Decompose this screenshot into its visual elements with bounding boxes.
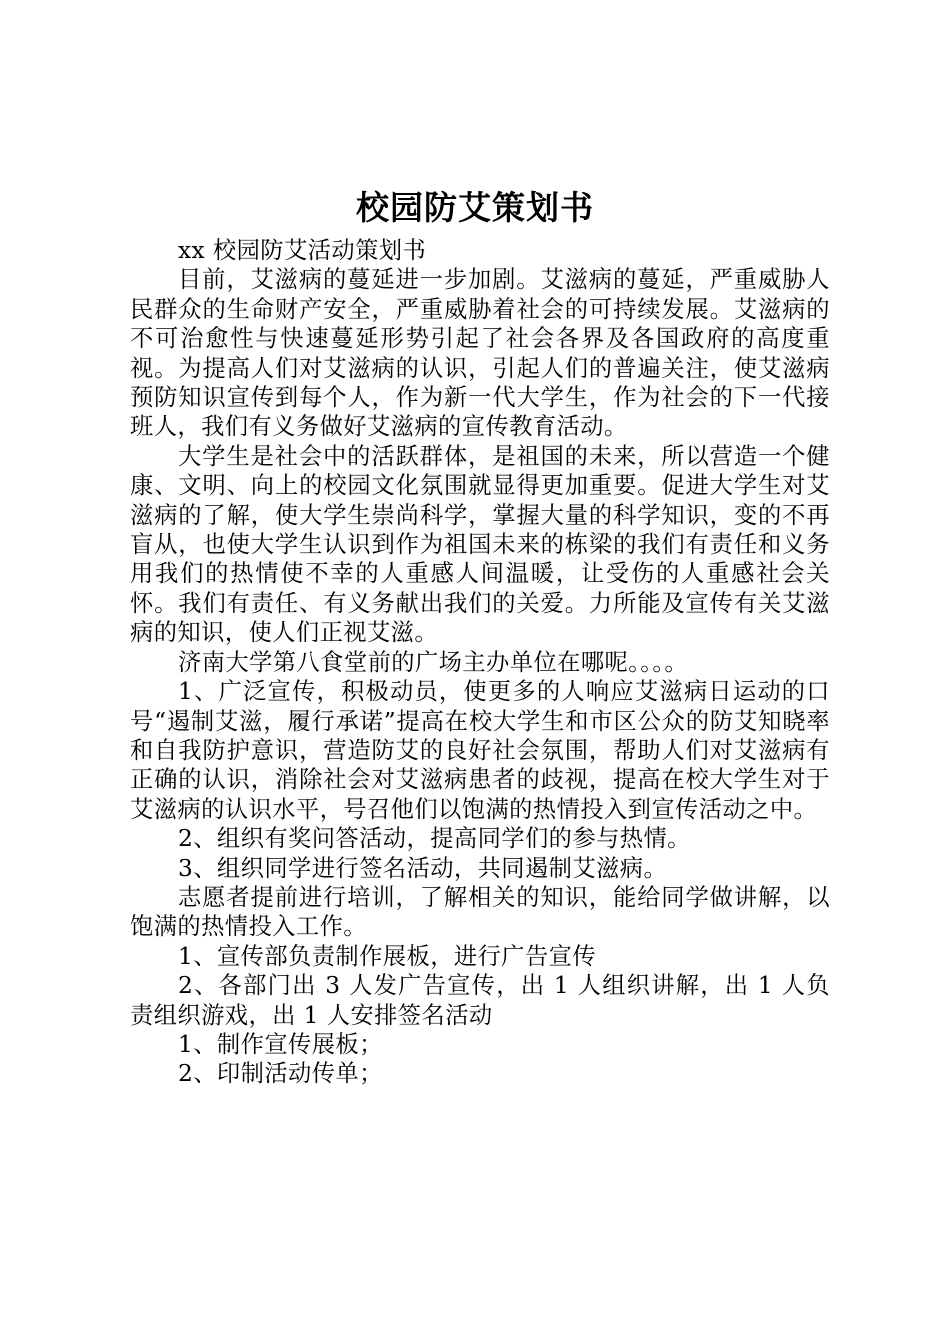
- paragraph: 大学生是社会中的活跃群体，是祖国的未来，所以营造一个健康、文明、向上的校园文化氛围就显得更加重要。促进大学生对艾滋病的了解，使大学生崇尚科学，掌握大量的科学知识，变的不再盲从，也使大学生认识到作为祖国未来的栋梁的我们有责任和义务用我们的热情使不幸的人重感人间温暖，让受伤的人重感社会关怀。我们有责任、有义务献出我们的关爱。力所能及宣传有关艾滋病的知识，使人们正视艾滋。: [130, 442, 830, 647]
- paragraph: 3、组织同学进行签名活动，共同遏制艾滋病。: [178, 854, 668, 882]
- document-title: 校园防艾策划书: [356, 188, 594, 227]
- paragraph: 2、各部门出 3 人发广告宣传，出 1 人组织讲解，出 1 人负责组织游戏，出 1 人安排签名活动: [130, 972, 830, 1029]
- paragraph: 1、制作宣传展板；: [178, 1030, 383, 1058]
- paragraph: 2、组织有奖问答活动，提高同学们的参与热情。: [178, 825, 691, 853]
- paragraph: 济南大学第八食堂前的广场主办单位在哪呢。。。。: [178, 648, 689, 676]
- paragraph: 1、广泛宣传，积极动员，使更多的人响应艾滋病日运动的口号“遏制艾滋，履行承诺”提高在校大学生和市区公众的防艾知晓率和自我防护意识，营造防艾的良好社会氛围，帮助人们对艾滋病有正确的认识，消除社会对艾滋病患者的歧视，提高在校大学生对于艾滋病的认识水平，号召他们以饱满的热情投入到宣传活动之中。: [130, 678, 830, 823]
- paragraph: 志愿者提前进行培训，了解相关的知识，能给同学做讲解，以饱满的热情投入工作。: [130, 883, 830, 941]
- paragraph: 2、印制活动传单；: [178, 1060, 383, 1088]
- document-body: [130, 236, 830, 1089]
- paragraph: 1、宣传部负责制作展板，进行广告宣传: [178, 942, 597, 970]
- document-subtitle: xx 校园防艾活动策划书: [178, 237, 427, 264]
- paragraph: 目前，艾滋病的蔓延进一步加剧。艾滋病的蔓延，严重威胁人民群众的生命财产安全，严重威胁着社会的可持续发展。艾滋病的不可治愈性与快速蔓延形势引起了社会各界及各国政府的高度重视。为提高人们对艾滋病的认识，引起人们的普遍关注，使艾滋病预防知识宣传到每个人，作为新一代大学生，作为社会的下一代接班人，我们有义务做好艾滋病的宣传教育活动。: [130, 266, 830, 441]
